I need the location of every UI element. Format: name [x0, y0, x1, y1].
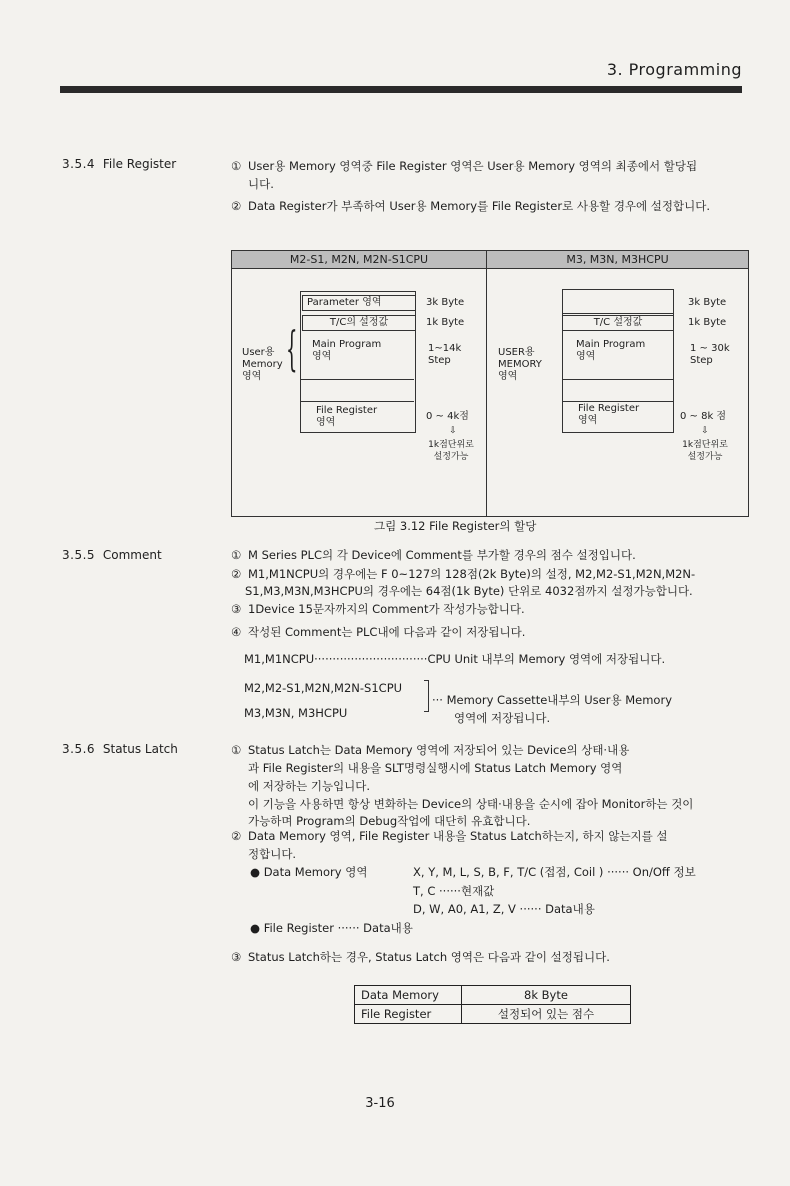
paragraph-line: [231, 547, 636, 564]
paragraph-text: Status Latch하는 경우, Status Latch 영역은 다음과 같이 설정됩니다.: [248, 950, 610, 964]
diagram-header-left: M2-S1, M2N, M2N-S1CPU: [232, 251, 487, 269]
size-label: 0 ~ 8k 점: [680, 411, 727, 422]
bracket-shape: [424, 680, 429, 712]
section-number: 3.5.4: [62, 157, 96, 171]
size-label-line: Step: [690, 355, 713, 366]
list-marker: ②: [231, 199, 242, 213]
section-heading-354: [62, 157, 176, 171]
note-line: 설정가능: [433, 452, 469, 462]
memory-label-line: Memory: [242, 359, 283, 370]
list-marker: ②: [231, 567, 242, 581]
memory-label-line: User용: [242, 347, 275, 358]
size-label: [428, 343, 461, 367]
block-label-line: 영역: [578, 415, 598, 426]
paragraph-line: 가능하며 Program의 Debug작업에 대단히 유효합니다.: [248, 814, 531, 828]
paragraph-line: [231, 949, 610, 966]
paragraph-text: User용 Memory 영역중 File Register 영역은 User용 Memory 영역의 최종에서 할당됩: [248, 159, 698, 173]
section-number: 3.5.5: [62, 548, 96, 562]
block-divider: [563, 313, 673, 314]
block-label-line: 영역: [312, 351, 332, 362]
diagram-divider: [486, 268, 487, 516]
paragraph-line: [231, 601, 525, 618]
bullet-detail: X, Y, M, L, S, B, F, T/C (접점, Coil ) ······ On/Off 정보: [413, 865, 696, 879]
size-label: 1k Byte: [688, 317, 727, 328]
paragraph-text: Data Memory 영역, File Register 내용을 Status Latch하는지, 하지 않는지를 설: [248, 829, 668, 843]
paragraph-line: [231, 198, 710, 215]
note-line: 설정가능: [687, 452, 723, 462]
list-marker: ①: [231, 548, 242, 562]
section-title: Comment: [102, 548, 162, 562]
block-label-line: File Register: [316, 405, 378, 416]
note-line: 1k점단위로: [428, 440, 474, 450]
paragraph-line: [231, 828, 668, 845]
paragraph-line: [231, 742, 629, 759]
unit-note: [424, 439, 478, 463]
list-marker: ④: [231, 625, 242, 639]
file-register-diagram: [231, 250, 749, 517]
paragraph-line: M1,M1NCPU·······························CPU Unit 내부의 Memory 영역에 저장됩니다.: [244, 652, 666, 666]
paragraph-line: [231, 158, 697, 175]
size-label-line: Step: [428, 355, 451, 366]
block-divider: [301, 379, 414, 380]
memory-area-label: [498, 347, 542, 383]
memory-label-line: 영역: [498, 371, 518, 382]
down-arrow-icon: ⇩: [449, 426, 457, 436]
page-number: 3-16: [365, 1096, 395, 1111]
header-rule: [60, 86, 742, 93]
block-label-line: File Register: [578, 403, 640, 414]
section-heading-355: [62, 548, 162, 562]
table-cell: 8k Byte: [462, 986, 631, 1005]
list-marker: ②: [231, 829, 242, 843]
memory-label-line: USER용: [498, 347, 535, 358]
block-label-line: 영역: [316, 417, 336, 428]
file-register-block: [578, 403, 639, 427]
paragraph-text: M1,M1NCPU의 경우에는 F 0~127의 128점(2k Byte)의 설정, M2,M2-S1,M2N,M2N-: [248, 567, 696, 581]
size-label-line: 1 ~ 30k: [690, 343, 730, 354]
block-label-line: Main Program: [312, 339, 382, 350]
list-marker: ③: [231, 602, 242, 616]
table-cell: 설정되어 있는 점수: [462, 1005, 631, 1024]
chapter-title: 3. Programming: [606, 60, 742, 79]
paragraph-line: 에 저장하는 기능입니다.: [248, 779, 371, 793]
paragraph-line: M3,M3N, M3HCPU: [244, 706, 348, 720]
paragraph-text: Status Latch는 Data Memory 영역에 저장되어 있는 Device의 상태·내용: [248, 743, 630, 757]
paragraph-line: M2,M2-S1,M2N,M2N-S1CPU: [244, 681, 403, 695]
parameter-block: Parameter 영역: [302, 295, 416, 311]
status-latch-table: [354, 985, 631, 1024]
bullet-detail: T, C ······현재값: [413, 884, 495, 898]
size-label: 0 ~ 4k점: [426, 411, 469, 422]
paragraph-text: M Series PLC의 각 Device에 Comment를 부가할 경우의 점수 설정입니다.: [248, 548, 636, 562]
block-divider: [563, 401, 673, 402]
size-label: [690, 343, 730, 367]
bullet-item: ● File Register ······ Data내용: [250, 921, 413, 935]
note-line: 1k점단위로: [682, 440, 728, 450]
tc-block: T/C 설정값: [562, 315, 674, 331]
size-label: 1k Byte: [426, 317, 465, 328]
size-label-line: 1~14k: [428, 343, 462, 354]
list-marker: ③: [231, 950, 242, 964]
block-divider: [563, 379, 673, 380]
paragraph-line: 영역에 저장됩니다.: [454, 711, 551, 725]
bullet-detail: D, W, A0, A1, Z, V ······ Data내용: [413, 902, 595, 916]
file-register-block: [316, 405, 377, 429]
paragraph-line: ··· Memory Cassette내부의 User용 Memory: [432, 693, 673, 707]
size-label: 3k Byte: [688, 297, 727, 308]
paragraph-text: Data Register가 부족하여 User용 Memory를 File Register로 사용할 경우에 설정합니다.: [248, 199, 711, 213]
figure-caption: 그림 3.12 File Register의 할당: [374, 519, 537, 533]
paragraph-line: 정합니다.: [248, 847, 297, 861]
table-cell: Data Memory: [355, 986, 462, 1005]
paragraph-line: [231, 624, 525, 641]
memory-area-label: [242, 347, 283, 383]
main-program-block: [576, 339, 645, 363]
paragraph-text: 1Device 15문자까지의 Comment가 작성가능합니다.: [248, 602, 525, 616]
main-program-block: [312, 339, 381, 363]
memory-label-line: MEMORY: [498, 359, 542, 370]
section-heading-356: [62, 742, 178, 756]
table-row: [355, 1005, 631, 1024]
paragraph-line: 과 File Register의 내용을 SLT명령실행시에 Status Latch Memory 영역: [248, 761, 623, 775]
paragraph-text: 작성된 Comment는 PLC내에 다음과 같이 저장됩니다.: [248, 625, 526, 639]
paragraph-line: 니다.: [248, 177, 274, 191]
size-label: 3k Byte: [426, 297, 465, 308]
diagram-header-right: M3, M3N, M3HCPU: [487, 251, 748, 269]
section-title: File Register: [102, 157, 177, 171]
list-marker: ①: [231, 159, 242, 173]
table-row: [355, 986, 631, 1005]
down-arrow-icon: ⇩: [701, 426, 709, 436]
paragraph-line: 이 기능을 사용하면 항상 변화하는 Device의 상태·내용을 순시에 잡아 Monitor하는 것이: [248, 797, 694, 811]
paragraph-line: S1,M3,M3N,M3HCPU의 경우에는 64점(1k Byte) 단위로 4032점까지 설정가능합니다.: [245, 584, 693, 598]
tc-block: T/C의 설정값: [302, 315, 416, 331]
block-label-line: 영역: [576, 351, 596, 362]
table-cell: File Register: [355, 1005, 462, 1024]
section-number: 3.5.6: [62, 742, 96, 756]
section-title: Status Latch: [102, 742, 178, 756]
brace-glyph: {: [286, 323, 298, 378]
unit-note: [676, 439, 734, 463]
bullet-item: ● Data Memory 영역: [250, 865, 368, 879]
paragraph-line: [231, 566, 695, 583]
block-divider: [301, 401, 414, 402]
list-marker: ①: [231, 743, 242, 757]
memory-label-line: 영역: [242, 371, 262, 382]
block-label-line: Main Program: [576, 339, 646, 350]
